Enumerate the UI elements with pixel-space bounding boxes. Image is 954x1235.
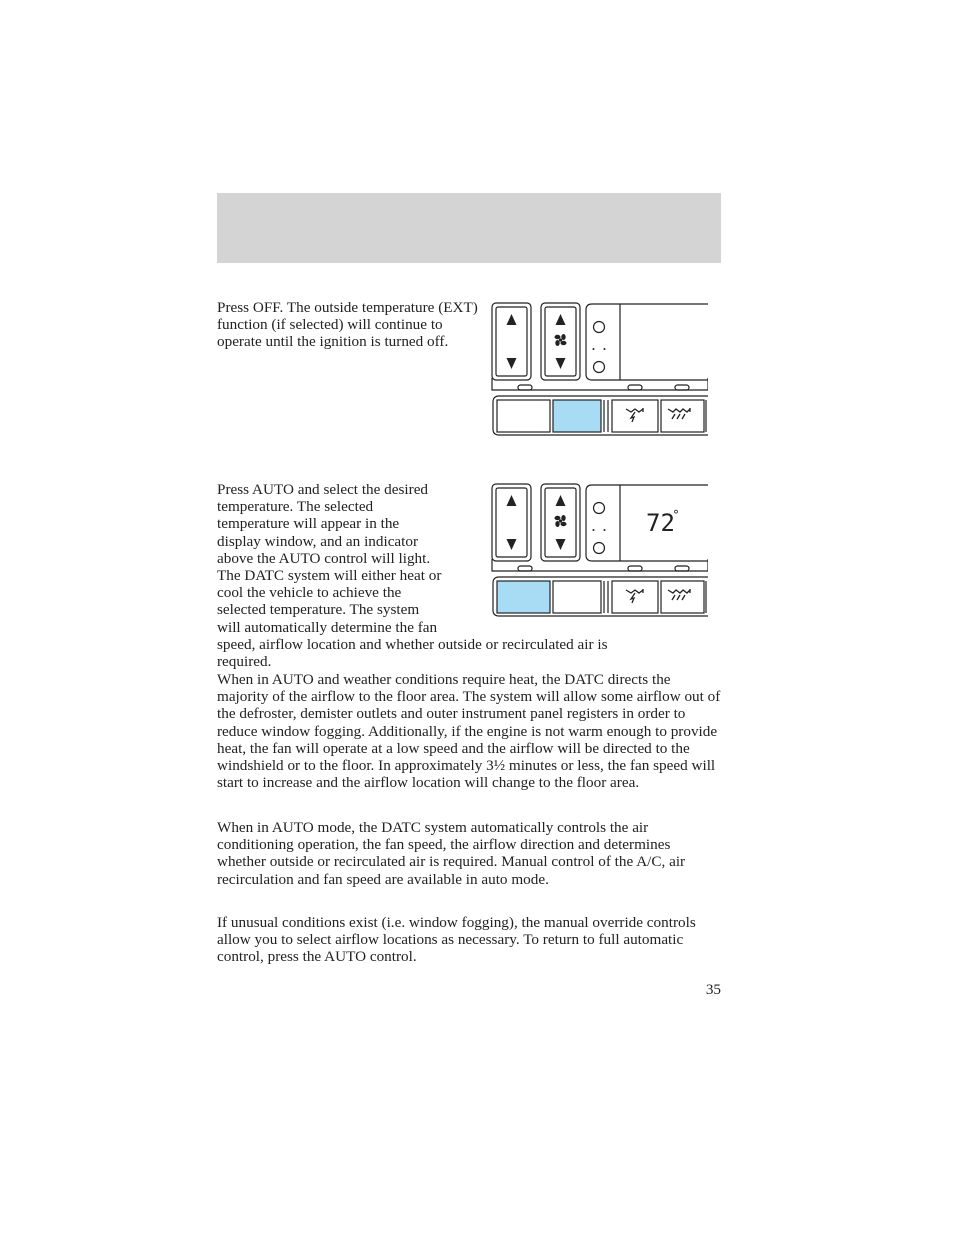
paragraph-heat: When in AUTO and weather conditions require heat, the DATC directs the majority of the airflow to the floor area. The system will allow some airflow out of the defroster, demister outlets and outer instrument panel registers in order to reduce window fogging. Additionally, if the engine is not warm enough to provide heat, the fan will operate at a low speed and the airflow will be directed to the windshield or to the floor. In approximately 3½ minutes or less, the fan speed will start to increase and the airflow location will change to the floor area. bbox=[217, 671, 721, 792]
defrost-icon bbox=[668, 589, 690, 600]
auto-line: temperature will appear in the bbox=[217, 515, 400, 533]
defrost-button bbox=[661, 400, 704, 432]
degree-symbol: ° bbox=[673, 508, 679, 522]
indicator-ring bbox=[594, 543, 605, 554]
defrost-icon bbox=[668, 408, 690, 419]
auto-button-highlighted bbox=[497, 581, 550, 613]
triangle-down-icon bbox=[556, 539, 566, 550]
indicator-light bbox=[675, 566, 689, 571]
auto-line: Press AUTO and select the desired bbox=[217, 481, 429, 498]
fan-icon bbox=[555, 515, 567, 527]
defrost-floor-icon bbox=[626, 589, 643, 603]
auto-button bbox=[497, 400, 550, 432]
paragraph-override: If unusual conditions exist (i.e. window fogging), the manual override controls allow you to select airflow locations as necessary. To return to full automatic control, press the AUTO control. bbox=[217, 914, 696, 966]
indicator-light bbox=[675, 385, 689, 390]
auto-line: selected temperature. The system bbox=[217, 601, 420, 619]
control-panel-auto-illustration bbox=[490, 483, 708, 619]
off-button-highlighted bbox=[553, 400, 601, 432]
auto-line: will automatically determine the fan bbox=[217, 618, 438, 636]
defrost-floor-icon bbox=[626, 408, 643, 422]
fan-icon bbox=[555, 334, 567, 346]
indicator-light bbox=[628, 385, 642, 390]
triangle-down-icon bbox=[507, 358, 517, 369]
auto-line: speed, airflow location and whether outside or recirculated air is bbox=[217, 635, 608, 653]
auto-line: cool the vehicle to achieve the bbox=[217, 584, 402, 602]
triangle-down-icon bbox=[507, 539, 517, 550]
defrost-button bbox=[661, 581, 704, 613]
auto-line: The DATC system will either heat or bbox=[217, 567, 442, 585]
triangle-down-icon bbox=[556, 358, 566, 369]
indicator-ring bbox=[594, 503, 605, 514]
triangle-up-icon bbox=[507, 495, 517, 506]
header-band bbox=[217, 193, 721, 263]
indicator-light bbox=[628, 566, 642, 571]
paragraph-mode: When in AUTO mode, the DATC system automatically controls the air conditioning operation, the fan speed, the airflow direction and determines whether outside or recirculated air is required. Manual control of the A/C, air recirculation and fan speed are available in auto mode. bbox=[217, 819, 686, 888]
indicator-light bbox=[518, 566, 532, 571]
indicator-ring bbox=[594, 362, 605, 373]
page-number: 35 bbox=[705, 981, 721, 998]
auto-line: above the AUTO control will light. bbox=[217, 549, 431, 567]
auto-line: temperature. The selected bbox=[217, 498, 374, 516]
indicator-light bbox=[518, 385, 532, 390]
auto-line: display window, and an indicator bbox=[217, 532, 419, 550]
off-button bbox=[553, 581, 601, 613]
triangle-up-icon bbox=[507, 314, 517, 325]
paragraph-off: Press OFF. The outside temperature (EXT) function (if selected) will continue to operate until the ignition is turned off. bbox=[217, 299, 478, 351]
triangle-up-icon bbox=[556, 495, 566, 506]
triangle-up-icon bbox=[556, 314, 566, 325]
indicator-ring bbox=[594, 322, 605, 333]
auto-line: required. bbox=[217, 653, 272, 671]
control-panel-off-illustration bbox=[490, 302, 708, 438]
temperature-display: 72 bbox=[646, 509, 675, 537]
